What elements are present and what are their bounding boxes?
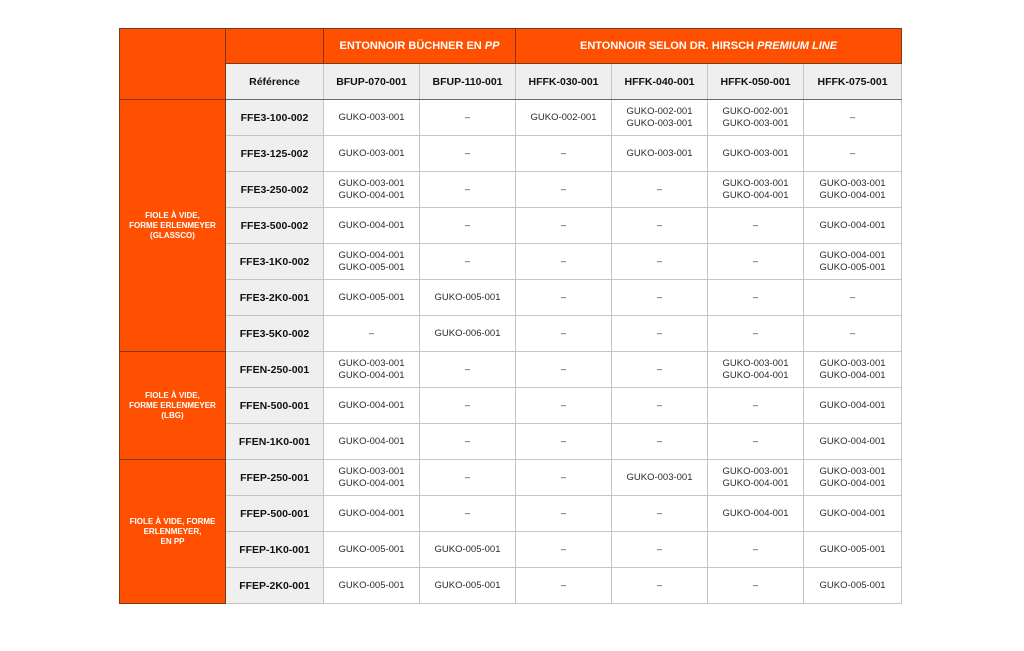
column-header: BFUP-110-001 [420, 64, 516, 100]
table-row [120, 424, 902, 460]
compat-cell [804, 136, 902, 172]
compat-value: – [656, 183, 663, 195]
column-header: HFFK-030-001 [516, 64, 612, 100]
compat-value: GUKO-004-001 [338, 435, 405, 447]
compat-value: GUKO-006-001 [434, 327, 501, 339]
compat-value: GUKO-004-001 [338, 249, 405, 261]
table-row [120, 532, 902, 568]
compat-value: – [560, 543, 567, 555]
compat-cell [612, 136, 708, 172]
compat-cell [516, 496, 612, 532]
compat-cell [612, 244, 708, 280]
table-row [120, 208, 902, 244]
compat-value: – [560, 219, 567, 231]
compat-cell [324, 280, 420, 316]
compat-cell [612, 100, 708, 136]
reference-cell: FFE3-500-002 [226, 208, 324, 244]
compat-value: GUKO-003-001 [338, 147, 405, 159]
compat-value: – [464, 435, 471, 447]
compat-cell [612, 208, 708, 244]
compat-value: – [560, 327, 567, 339]
compat-value: – [464, 219, 471, 231]
compat-value: GUKO-004-001 [819, 219, 886, 231]
compat-cell [804, 388, 902, 424]
compat-cell [420, 352, 516, 388]
compat-value: GUKO-004-001 [819, 249, 886, 261]
compat-cell [516, 388, 612, 424]
compat-value: – [560, 147, 567, 159]
compat-cell [708, 388, 804, 424]
compat-cell [420, 244, 516, 280]
compat-value: GUKO-004-001 [722, 369, 789, 381]
compat-value: – [464, 147, 471, 159]
compat-cell [420, 496, 516, 532]
compat-value: GUKO-005-001 [434, 543, 501, 555]
group-header-bfup: ENTONNOIR BÜCHNER EN PP [324, 29, 516, 64]
compat-cell [708, 136, 804, 172]
compat-cell [516, 460, 612, 496]
compat-value: GUKO-003-001 [722, 147, 789, 159]
compat-cell [516, 100, 612, 136]
reference-cell: FFEN-1K0-001 [226, 424, 324, 460]
compat-cell [420, 100, 516, 136]
reference-cell: FFE3-1K0-002 [226, 244, 324, 280]
compat-value: – [656, 255, 663, 267]
group-label-line: ERLENMEYER, [143, 526, 202, 536]
compat-cell [708, 352, 804, 388]
compat-value: GUKO-005-001 [338, 291, 405, 303]
compat-value: GUKO-003-001 [722, 177, 789, 189]
compat-cell [516, 568, 612, 604]
compat-cell [708, 244, 804, 280]
compat-cell [804, 280, 902, 316]
compat-value: – [752, 399, 759, 411]
column-header-row [120, 64, 902, 100]
compat-cell [804, 208, 902, 244]
compat-value: – [752, 255, 759, 267]
compat-value: GUKO-003-001 [722, 117, 789, 129]
compat-cell [804, 100, 902, 136]
compat-cell [324, 316, 420, 352]
group-header-hffk: ENTONNOIR SELON DR. HIRSCH PREMIUM LINE [516, 29, 902, 64]
compat-value: GUKO-005-001 [338, 261, 405, 273]
compat-value: GUKO-005-001 [819, 261, 886, 273]
compat-cell [612, 532, 708, 568]
compat-value: – [560, 183, 567, 195]
compat-value: GUKO-004-001 [819, 399, 886, 411]
compat-value: – [560, 507, 567, 519]
reference-cell: FFEP-2K0-001 [226, 568, 324, 604]
group-label-line: FIOLE À VIDE, [145, 210, 200, 220]
compat-cell [420, 460, 516, 496]
compat-value: – [656, 579, 663, 591]
compat-value: GUKO-003-001 [626, 147, 693, 159]
compat-value: – [656, 507, 663, 519]
compat-value: GUKO-004-001 [338, 219, 405, 231]
group-label-line: FIOLE À VIDE, FORME [129, 516, 216, 526]
table-row [120, 352, 902, 388]
compat-value: – [560, 435, 567, 447]
compat-cell [420, 136, 516, 172]
group-label-line: (GLASSCO) [150, 230, 195, 240]
compat-value: – [849, 291, 856, 303]
compat-value: GUKO-004-001 [338, 189, 405, 201]
reference-cell: FFEP-250-001 [226, 460, 324, 496]
compat-value: – [464, 183, 471, 195]
compat-value: GUKO-004-001 [819, 507, 886, 519]
compat-cell [420, 532, 516, 568]
compat-value: – [656, 291, 663, 303]
compat-cell [612, 424, 708, 460]
compat-cell [804, 532, 902, 568]
compat-value: GUKO-004-001 [722, 189, 789, 201]
compat-cell [324, 172, 420, 208]
compat-cell [612, 316, 708, 352]
compat-value: GUKO-002-001 [722, 105, 789, 117]
compat-cell [324, 208, 420, 244]
compat-value: GUKO-004-001 [819, 477, 886, 489]
compat-value: GUKO-004-001 [338, 477, 405, 489]
table-body [120, 100, 902, 604]
compat-value: – [656, 399, 663, 411]
compat-cell [804, 316, 902, 352]
compat-value: – [464, 471, 471, 483]
compat-cell [612, 496, 708, 532]
compat-value: – [464, 507, 471, 519]
compat-value: GUKO-004-001 [338, 507, 405, 519]
reference-cell: FFEP-1K0-001 [226, 532, 324, 568]
compat-value: – [752, 435, 759, 447]
compat-value: GUKO-003-001 [338, 465, 405, 477]
compat-value: – [849, 147, 856, 159]
corner-cell-top [226, 29, 324, 64]
compat-cell [612, 280, 708, 316]
compat-value: – [464, 399, 471, 411]
compat-cell [804, 172, 902, 208]
column-header: HFFK-050-001 [708, 64, 804, 100]
compat-cell [708, 568, 804, 604]
compat-value: – [560, 471, 567, 483]
compat-value: GUKO-004-001 [338, 399, 405, 411]
compat-cell [804, 460, 902, 496]
compat-cell [804, 424, 902, 460]
compat-cell [324, 568, 420, 604]
compat-value: GUKO-005-001 [434, 291, 501, 303]
compat-cell [708, 424, 804, 460]
compat-cell [420, 280, 516, 316]
compat-value: GUKO-002-001 [626, 105, 693, 117]
compat-cell [612, 388, 708, 424]
table-row [120, 136, 902, 172]
compat-value: GUKO-004-001 [338, 369, 405, 381]
compat-cell [708, 172, 804, 208]
group-label-line: FIOLE À VIDE, [145, 390, 200, 400]
compat-cell [804, 244, 902, 280]
compat-value: – [656, 435, 663, 447]
compat-value: – [464, 111, 471, 123]
compatibility-table [119, 28, 902, 604]
column-header: HFFK-075-001 [804, 64, 902, 100]
compat-cell [516, 424, 612, 460]
compat-value: – [849, 327, 856, 339]
compat-value: – [560, 255, 567, 267]
compat-value: – [560, 291, 567, 303]
compat-value: GUKO-003-001 [338, 357, 405, 369]
compat-cell [420, 424, 516, 460]
table-row [120, 460, 902, 496]
compat-cell [804, 496, 902, 532]
table-row [120, 568, 902, 604]
compat-value: GUKO-003-001 [338, 177, 405, 189]
group-label [120, 460, 226, 604]
compat-value: – [560, 399, 567, 411]
compat-value: – [752, 291, 759, 303]
compat-cell [324, 532, 420, 568]
compat-cell [708, 316, 804, 352]
group-label-line: FORME ERLENMEYER [129, 400, 216, 410]
table-row [120, 280, 902, 316]
reference-cell: FFEN-500-001 [226, 388, 324, 424]
compat-value: GUKO-004-001 [819, 435, 886, 447]
compat-cell [516, 244, 612, 280]
column-header: HFFK-040-001 [612, 64, 708, 100]
reference-cell: FFE3-250-002 [226, 172, 324, 208]
compat-value: GUKO-005-001 [338, 543, 405, 555]
group-label [120, 352, 226, 460]
table-row [120, 496, 902, 532]
compat-value: GUKO-002-001 [530, 111, 597, 123]
compat-value: – [752, 543, 759, 555]
compat-cell [804, 352, 902, 388]
reference-cell: FFEN-250-001 [226, 352, 324, 388]
compat-cell [516, 172, 612, 208]
compat-value: – [752, 579, 759, 591]
table-row [120, 100, 902, 136]
compat-cell [516, 280, 612, 316]
compat-value: GUKO-004-001 [722, 477, 789, 489]
compat-cell [708, 532, 804, 568]
compat-value: GUKO-005-001 [434, 579, 501, 591]
reference-cell: FFE3-2K0-001 [226, 280, 324, 316]
compat-value: – [752, 327, 759, 339]
compat-cell [324, 244, 420, 280]
group-label-line: (LBG) [161, 410, 184, 420]
group-label [120, 100, 226, 352]
compat-cell [516, 208, 612, 244]
compat-cell [420, 172, 516, 208]
group-label-line: EN PP [160, 536, 185, 546]
compat-cell [324, 352, 420, 388]
compat-cell [324, 100, 420, 136]
compat-value: GUKO-003-001 [819, 357, 886, 369]
compat-value: GUKO-003-001 [722, 465, 789, 477]
compat-value: – [560, 579, 567, 591]
compat-value: – [656, 327, 663, 339]
compat-cell [420, 568, 516, 604]
table-row [120, 172, 902, 208]
table-row [120, 316, 902, 352]
compat-cell [420, 388, 516, 424]
compat-value: GUKO-003-001 [338, 111, 405, 123]
compat-value: GUKO-005-001 [338, 579, 405, 591]
compat-value: – [656, 363, 663, 375]
compat-value: – [849, 111, 856, 123]
compat-value: GUKO-004-001 [722, 507, 789, 519]
compat-value: GUKO-003-001 [722, 357, 789, 369]
reference-cell: FFEP-500-001 [226, 496, 324, 532]
compat-cell [324, 496, 420, 532]
corner-cell [120, 29, 226, 100]
compat-cell [324, 388, 420, 424]
reference-header: Référence [226, 64, 324, 100]
table-row [120, 244, 902, 280]
compat-value: – [560, 363, 567, 375]
reference-cell: FFE3-5K0-002 [226, 316, 324, 352]
compat-cell [516, 532, 612, 568]
compat-cell [612, 460, 708, 496]
table-row [120, 388, 902, 424]
compat-value: GUKO-004-001 [819, 189, 886, 201]
compat-cell [612, 352, 708, 388]
compat-cell [324, 136, 420, 172]
compat-value: GUKO-003-001 [819, 177, 886, 189]
compat-cell [516, 352, 612, 388]
compat-value: – [464, 363, 471, 375]
compat-cell [420, 316, 516, 352]
compat-value: – [656, 219, 663, 231]
compat-value: – [656, 543, 663, 555]
compat-cell [516, 136, 612, 172]
compat-cell [420, 208, 516, 244]
compat-cell [708, 496, 804, 532]
compat-value: GUKO-005-001 [819, 579, 886, 591]
compat-value: GUKO-003-001 [819, 465, 886, 477]
group-header-row [120, 29, 902, 64]
compat-cell [516, 316, 612, 352]
compat-cell [324, 424, 420, 460]
compat-cell [708, 460, 804, 496]
compat-value: GUKO-004-001 [819, 369, 886, 381]
column-header: BFUP-070-001 [324, 64, 420, 100]
reference-cell: FFE3-100-002 [226, 100, 324, 136]
compat-value: – [464, 255, 471, 267]
compat-value: GUKO-005-001 [819, 543, 886, 555]
compat-value: – [752, 219, 759, 231]
compat-cell [708, 100, 804, 136]
compat-value: – [368, 327, 375, 339]
compat-cell [804, 568, 902, 604]
compat-value: GUKO-003-001 [626, 117, 693, 129]
compat-cell [612, 172, 708, 208]
compat-cell [612, 568, 708, 604]
reference-cell: FFE3-125-002 [226, 136, 324, 172]
compat-value: GUKO-003-001 [626, 471, 693, 483]
compat-cell [324, 460, 420, 496]
group-label-line: FORME ERLENMEYER [129, 220, 216, 230]
compat-cell [708, 280, 804, 316]
compat-cell [708, 208, 804, 244]
